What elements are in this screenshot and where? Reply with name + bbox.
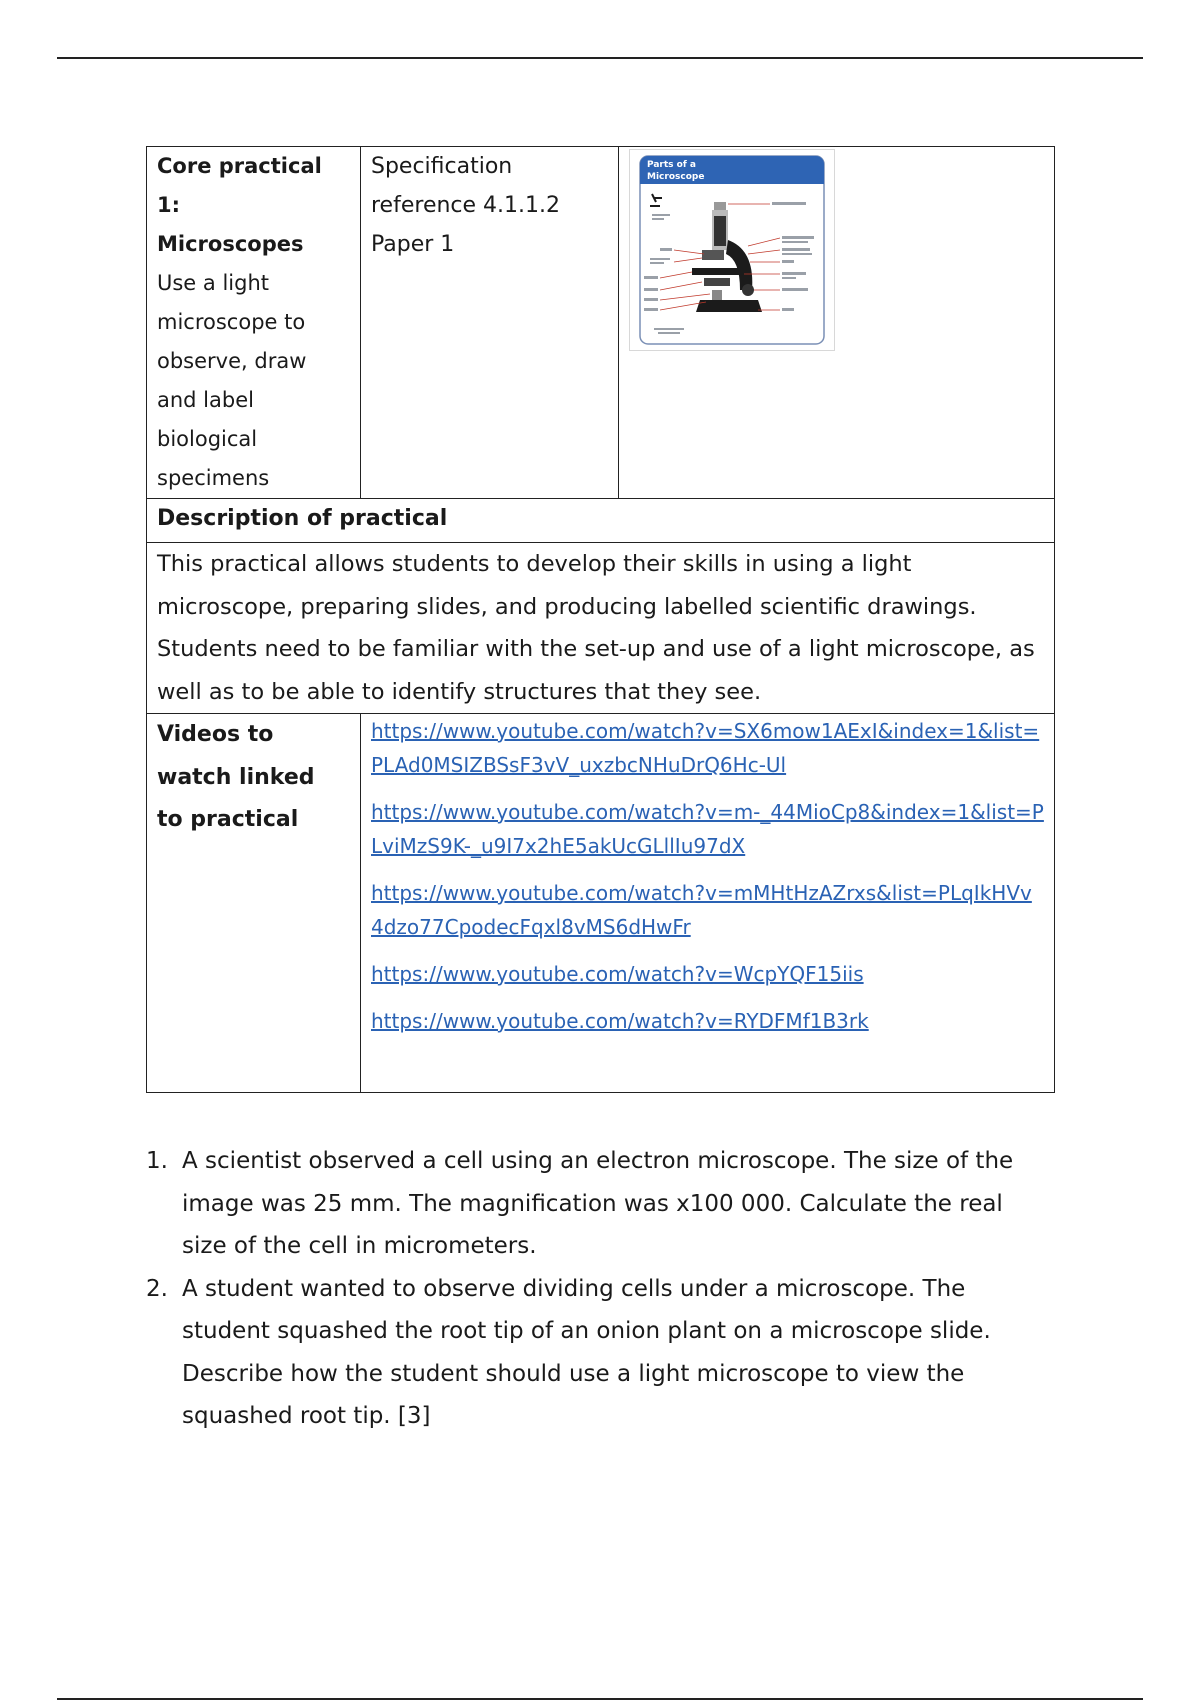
question-number: 1. [146, 1148, 168, 1174]
top-rule [57, 57, 1143, 59]
videos-heading-cell [147, 714, 361, 1093]
video-link[interactable]: https://www.youtube.com/watch?v=SX6mow1AExI&index=1&list=PLAd0MSIZBSsF3vV_uxzbcNHuDrQ6Hc-Ul [371, 719, 1040, 777]
core-desc-line: and label [157, 388, 254, 412]
core-title-2: 1: [157, 193, 181, 217]
figure-cell [619, 147, 1055, 499]
core-desc-line: Use a light [157, 271, 269, 295]
video-link[interactable]: https://www.youtube.com/watch?v=mMHtHzAZrxs&list=PLqIkHVv4dzo77CpodecFqxl8vMS6dHwFr [371, 881, 1032, 939]
spec-line: Specification [371, 154, 513, 179]
practical-table [146, 146, 1055, 1093]
video-link[interactable]: https://www.youtube.com/watch?v=WcpYQF15iis [371, 962, 864, 986]
spec-line: Paper 1 [371, 232, 455, 257]
core-desc-line: specimens [157, 466, 270, 490]
description-heading-cell [147, 499, 1055, 543]
core-title-3: Microscopes [157, 232, 304, 256]
videos-heading-line: to practical [157, 807, 299, 832]
description-heading: Description of practical [157, 506, 448, 531]
video-link[interactable]: https://www.youtube.com/watch?v=RYDFMf1B3rk [371, 1009, 869, 1033]
core-desc-line: microscope to [157, 310, 306, 334]
core-desc-line: biological [157, 427, 258, 451]
videos-heading-line: Videos to [157, 722, 274, 747]
question-item [146, 1140, 1046, 1268]
spec-line: reference 4.1.1.2 [371, 193, 561, 218]
description-body-cell [147, 543, 1055, 714]
microscope-diagram [630, 150, 834, 350]
core-desc-line: observe, draw [157, 349, 307, 373]
microscope-figure [629, 149, 835, 351]
question-number: 2. [146, 1275, 168, 1302]
question-item [146, 1268, 1046, 1438]
figure-title-1: Parts of a [647, 160, 696, 170]
question-text: A student wanted to observe dividing cells under a microscope. The student squashed the root tip of an onion plant on a microscope slide. Describe how the student should use a light microscope to view the squashed root tip. [3] [182, 1275, 991, 1429]
figure-title-2: Microscope [647, 172, 705, 182]
core-practical-cell [147, 147, 361, 499]
core-title-1: Core practical [157, 154, 322, 178]
video-link[interactable]: https://www.youtube.com/watch?v=m-_44MioCp8&index=1&list=PLviMzS9K-_u9I7x2hE5akUcGLllIu97dX [371, 800, 1044, 858]
description-text: This practical allows students to develop their skills in using a light microscope, preparing slides, and producing labelled scientific drawings. Students need to be familiar with the set-up and use of a light microscope, as well as to be able to identify structures that they see. [157, 551, 1035, 705]
questions-list [146, 1140, 1046, 1438]
question-text: A scientist observed a cell using an electron microscope. The size of the image was 25 mm. The magnification was x100 000. Calculate the real size of the cell in micrometers. [182, 1148, 1014, 1259]
specification-cell [361, 147, 619, 499]
videos-heading-line: watch linked [157, 764, 315, 790]
videos-links-cell [361, 714, 1055, 1093]
